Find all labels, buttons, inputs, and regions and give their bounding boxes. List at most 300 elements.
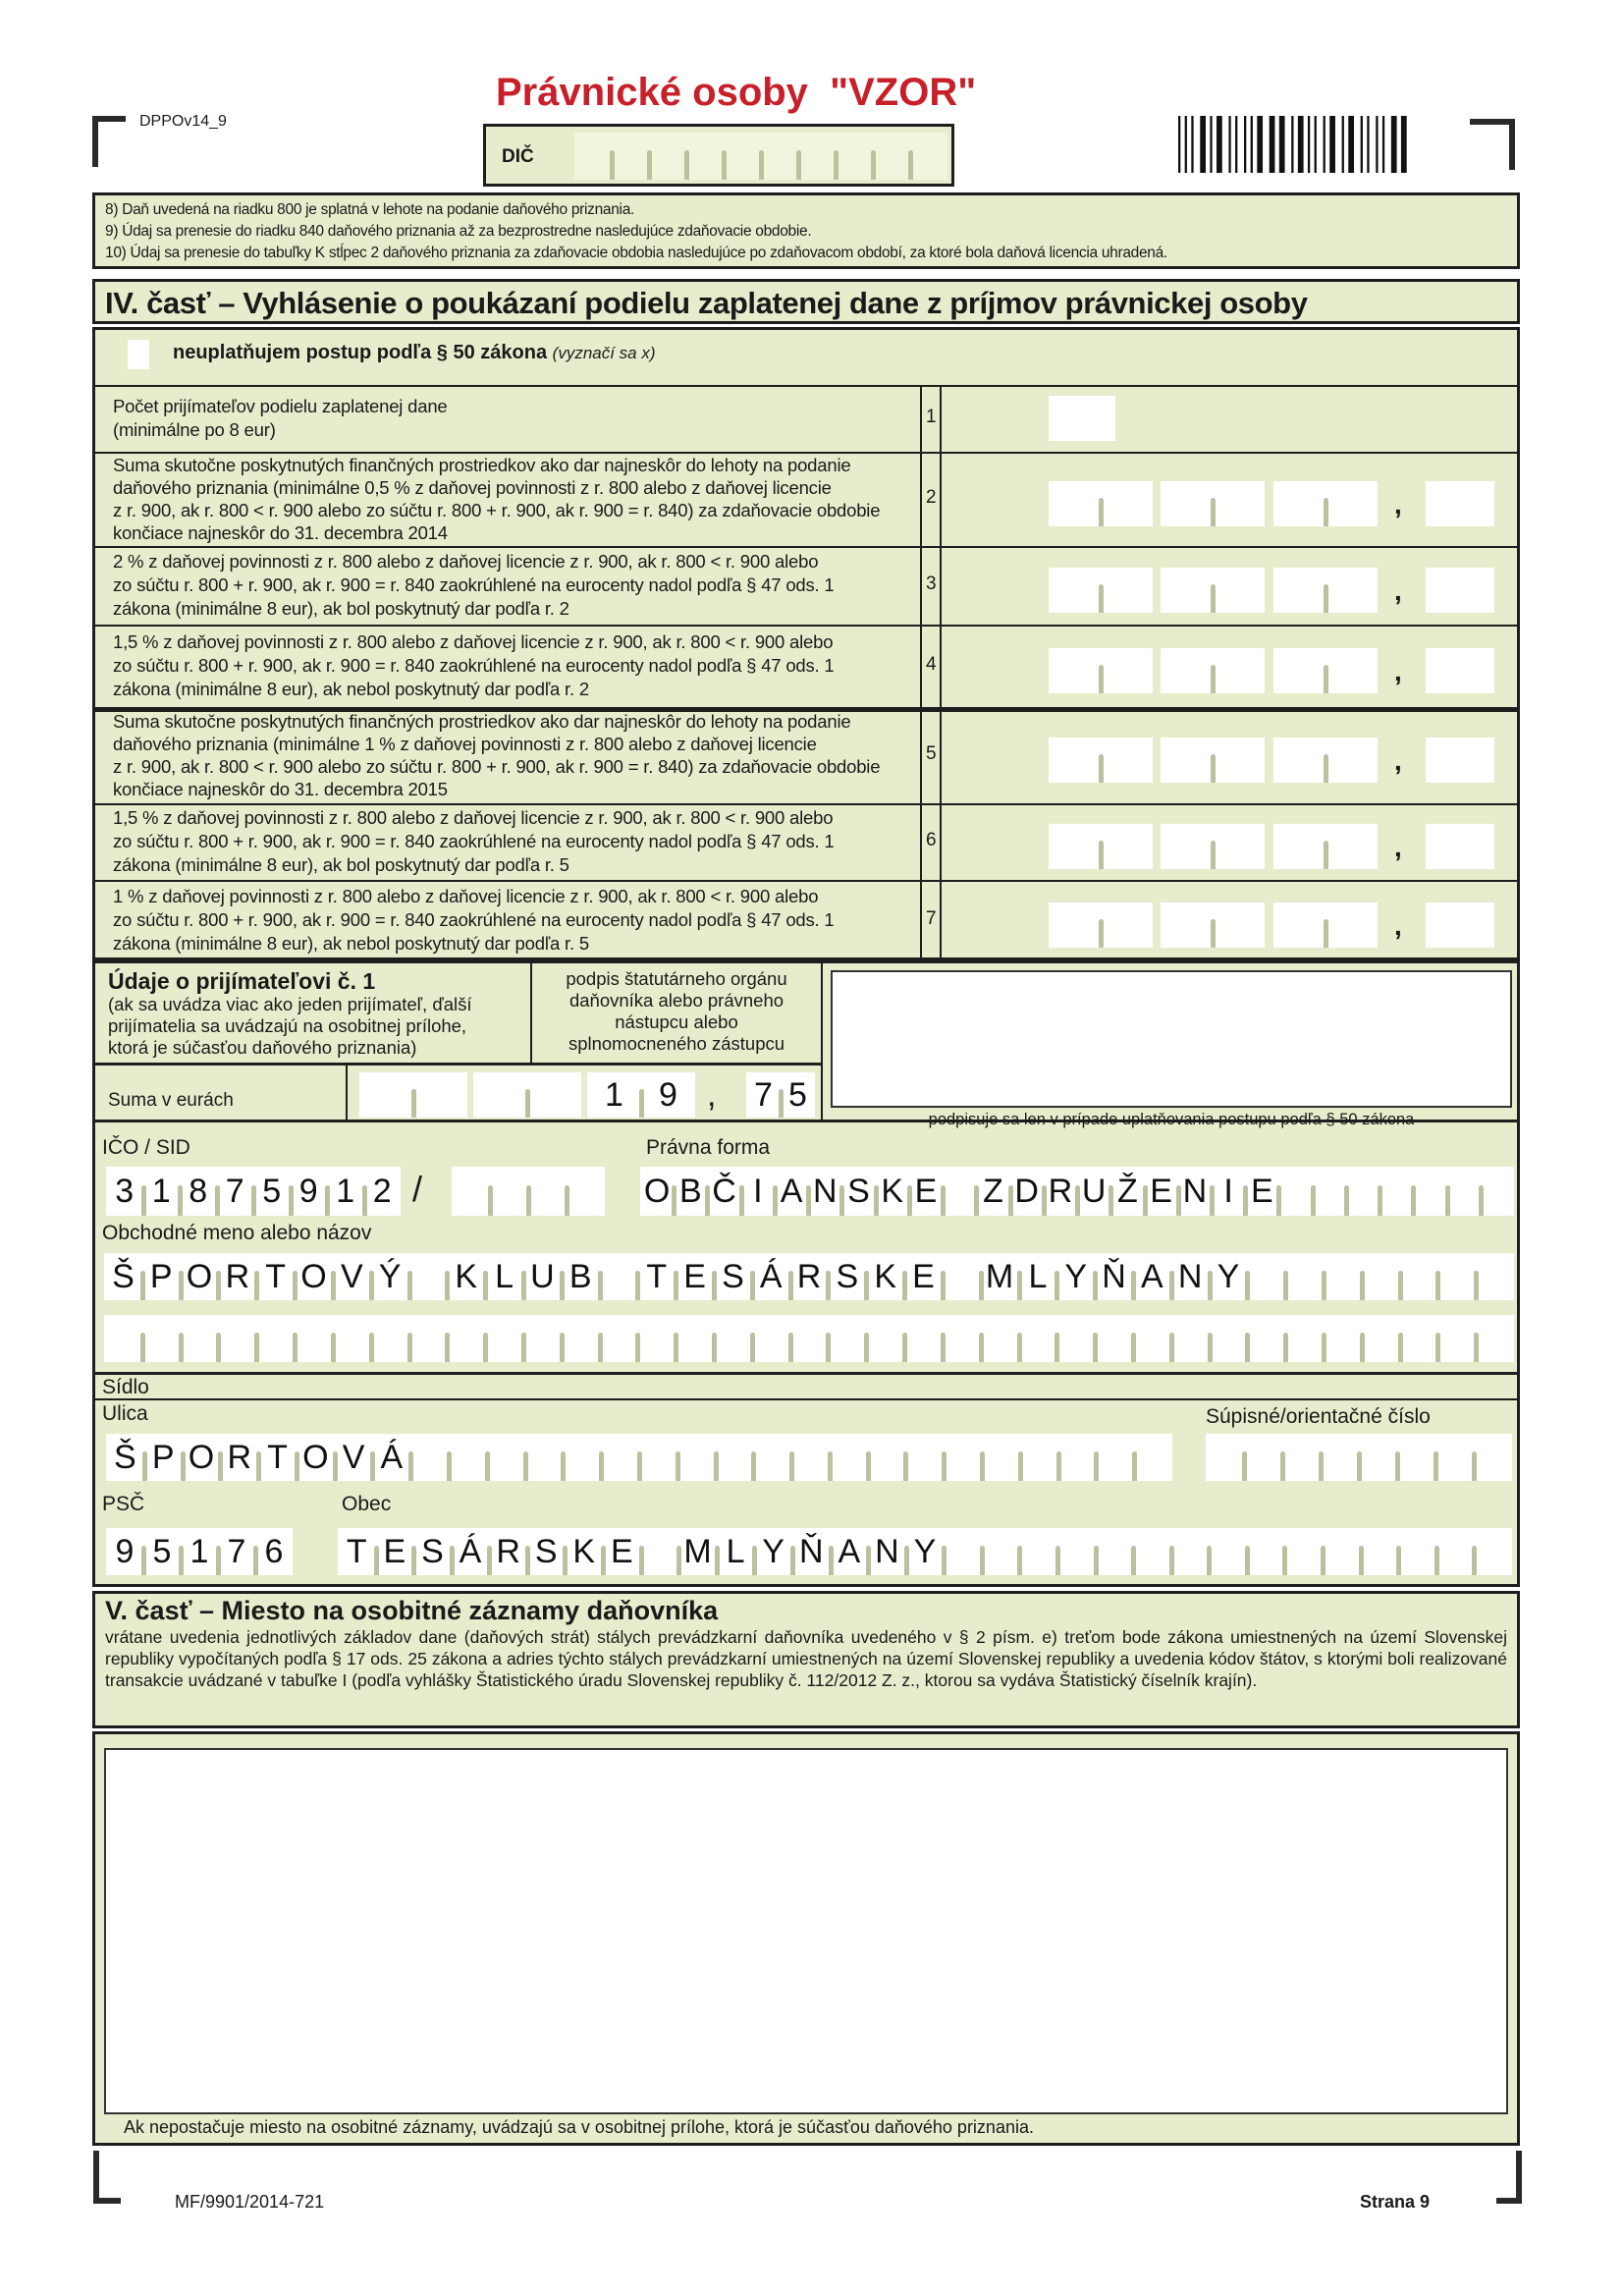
sum-integer-group[interactable]	[587, 1072, 695, 1118]
char-value: Ž	[1117, 1172, 1138, 1210]
char-cell	[1285, 1253, 1324, 1300]
divider	[95, 1398, 1517, 1400]
char-value: Š	[112, 1257, 135, 1295]
row-description	[113, 710, 880, 800]
char-cell	[1426, 568, 1494, 613]
char-cell	[943, 1315, 981, 1362]
checkbox-label-text: neuplatňujem postup podľa § 50 zákona	[173, 342, 548, 363]
char-cell	[1133, 1315, 1171, 1362]
row-description-line: 1 % z daňovej povinnosti z r. 800 alebo z daňovej licencie z r. 900, ak r. 800 < r. 900 alebo	[113, 886, 819, 906]
char-cell	[1213, 902, 1265, 948]
char-cell	[676, 1315, 714, 1362]
char-cell	[1044, 1167, 1077, 1216]
char-cell	[371, 1253, 409, 1300]
barcode-bar	[1178, 116, 1180, 173]
char-cell	[258, 1434, 297, 1481]
char-cell	[449, 1434, 487, 1481]
char-cell	[1171, 1315, 1210, 1362]
char-value: E	[383, 1532, 406, 1570]
signature-label-line: splnomocneného zástupcu	[568, 1033, 785, 1054]
char-cell	[674, 1167, 707, 1216]
char-cell	[1058, 1434, 1097, 1481]
char-cell	[1110, 1167, 1144, 1216]
divider	[95, 1372, 1517, 1375]
char-cell	[981, 1253, 1019, 1300]
char-cell	[906, 1528, 945, 1575]
char-cell	[1323, 1528, 1361, 1575]
char-cell	[741, 1167, 775, 1216]
char-cell	[1284, 1528, 1323, 1575]
char-cell	[677, 1434, 716, 1481]
char-value: R	[796, 1257, 822, 1295]
declaration-row-7	[95, 880, 1517, 960]
char-cell	[876, 1167, 909, 1216]
decimal-separator: ,	[707, 1076, 717, 1114]
char-value: N	[875, 1532, 899, 1570]
char-cell	[106, 1528, 143, 1575]
char-cell	[376, 1528, 414, 1575]
char-cell	[1145, 1167, 1178, 1216]
barcode-bar	[1367, 116, 1369, 173]
char-cell	[1426, 481, 1494, 526]
char-cell	[1101, 902, 1153, 948]
char-cell	[1056, 1253, 1095, 1300]
amount-integer-group[interactable]	[1161, 902, 1265, 948]
corner-mark-top-right	[1470, 119, 1515, 170]
row-description-line: (minimálne po 8 eur)	[113, 419, 276, 440]
char-cell	[1212, 1167, 1245, 1216]
char-cell	[485, 1315, 523, 1362]
row-description	[113, 550, 835, 621]
part5-header	[92, 1591, 1520, 1728]
row-description-line: zo súčtu r. 800 + r. 900, ak r. 900 = r. 840 zaokrúhlené na eurocenty nadol podľa § 47 ods. 1	[113, 574, 835, 595]
char-cell	[527, 1072, 581, 1118]
char-cell	[1206, 1434, 1244, 1481]
char-cell	[1049, 648, 1101, 693]
char-cell	[714, 1253, 752, 1300]
char-value: O	[643, 1172, 671, 1210]
amount-integer-group[interactable]	[1161, 824, 1265, 869]
char-cell	[1413, 1167, 1446, 1216]
char-cell	[291, 1167, 328, 1216]
divider	[346, 1065, 348, 1120]
char-cell	[754, 1528, 792, 1575]
char-cell	[359, 1072, 413, 1118]
barcode-bar	[1270, 116, 1275, 173]
amount-decimal-group[interactable]	[1426, 824, 1494, 869]
amount-decimal-group[interactable]	[1426, 568, 1494, 613]
char-value: E	[610, 1532, 633, 1570]
char-cell	[678, 1528, 717, 1575]
amount-integer-group[interactable]	[1273, 902, 1378, 948]
row-description	[113, 806, 835, 877]
row-description-line: zákona (minimálne 8 eur), ak bol poskytnutý dar podľa r. 2	[113, 598, 569, 619]
amount-decimal-group[interactable]	[1426, 648, 1494, 693]
char-cell	[781, 1072, 815, 1118]
amount-integer-group[interactable]	[1161, 738, 1265, 783]
char-cell	[1178, 1167, 1212, 1216]
row-number: 1	[926, 407, 937, 427]
declaration-row-2	[95, 452, 1517, 546]
no-section50-checkbox[interactable]	[128, 340, 149, 369]
barcode-bar	[1361, 116, 1363, 173]
char-value: S	[421, 1532, 444, 1570]
decimal-separator: ,	[1394, 656, 1402, 686]
char-cell	[828, 1315, 866, 1362]
part4-header	[92, 279, 1520, 324]
row-description-line: zo súčtu r. 800 + r. 900, ak r. 900 = r. 840 zaokrúhlené na eurocenty nadol podľa § 47 ods. 1	[113, 831, 835, 851]
char-cell	[649, 133, 686, 180]
barcode-bar	[1291, 116, 1293, 173]
char-cell	[256, 1253, 295, 1300]
char-cell	[180, 1167, 217, 1216]
char-cell	[1273, 738, 1325, 783]
column-divider	[920, 625, 922, 707]
house-number-input[interactable]	[1206, 1434, 1512, 1481]
char-cell	[372, 1434, 410, 1481]
number-label: Súpisné/orientačné číslo	[1206, 1405, 1431, 1428]
char-cell	[1447, 1167, 1481, 1216]
char-cell	[1019, 1253, 1057, 1300]
char-cell	[587, 1072, 641, 1118]
char-cell	[637, 1253, 676, 1300]
dic-input[interactable]	[574, 133, 947, 180]
char-cell	[1325, 738, 1378, 783]
char-cell	[1278, 1167, 1312, 1216]
sum-label: Suma v eurách	[108, 1090, 234, 1111]
checkbox-hint: (vyznačí sa x)	[552, 344, 656, 362]
char-cell	[1101, 824, 1153, 869]
seat-label: Sídlo	[102, 1376, 149, 1398]
char-cell	[563, 1434, 601, 1481]
char-value: A	[1141, 1257, 1163, 1295]
char-cell	[1474, 1434, 1512, 1481]
char-cell	[641, 1072, 695, 1118]
char-cell	[371, 1315, 409, 1362]
char-cell	[1019, 1315, 1057, 1362]
barcode-icon	[1178, 116, 1410, 173]
char-cell	[905, 1434, 944, 1481]
char-value: N	[1177, 1257, 1203, 1295]
amount-integer-group[interactable]	[1161, 648, 1265, 693]
char-value: Y	[1217, 1257, 1240, 1295]
char-cell	[1171, 1253, 1210, 1300]
amount-integer-group[interactable]	[1161, 481, 1265, 526]
char-value: E	[912, 1257, 935, 1295]
row-description-line: 1,5 % z daňovej povinnosti z r. 800 alebo z daňovej licencie z r. 900, ak r. 800 < r. 900 alebo	[113, 807, 834, 828]
char-cell	[707, 1167, 740, 1216]
sum-decimal-group[interactable]	[746, 1072, 815, 1118]
amount-decimal-group[interactable]	[1426, 481, 1494, 526]
char-cell	[364, 1167, 402, 1216]
amount-integer-group[interactable]	[1049, 481, 1153, 526]
char-cell	[1325, 824, 1378, 869]
char-cell	[790, 1253, 829, 1300]
corner-mark-top-left	[92, 116, 126, 167]
row-description-line: zákona (minimálne 8 eur), ak bol poskytnutý dar podľa r. 5	[113, 854, 569, 875]
char-value: I	[753, 1172, 763, 1210]
char-cell	[1077, 1167, 1110, 1216]
char-cell	[1426, 902, 1494, 948]
amount-integer-group[interactable]	[1049, 902, 1153, 948]
char-cell	[1247, 1315, 1285, 1362]
char-cell	[106, 1434, 144, 1481]
ico-input[interactable]	[106, 1167, 401, 1216]
legal-form-input[interactable]	[640, 1167, 1514, 1216]
signature-label-line: daňovníka alebo právneho	[568, 990, 784, 1011]
char-cell	[910, 133, 947, 180]
row-description-line: z r. 900, ak r. 800 < r. 900 alebo zo súčtu r. 800 + r. 900, ak r. 900 = r. 840) za zdaňovacie obdobie	[113, 756, 881, 777]
char-cell	[181, 1253, 219, 1300]
name-input-line1[interactable]	[104, 1253, 1514, 1300]
char-cell	[1362, 1315, 1400, 1362]
char-value: Ý	[378, 1257, 402, 1295]
char-value: T	[265, 1257, 287, 1295]
sum-integer-group[interactable]	[359, 1072, 467, 1118]
char-cell	[413, 1528, 452, 1575]
char-cell	[1049, 738, 1101, 783]
char-cell	[447, 1315, 485, 1362]
char-value: 7	[227, 1532, 246, 1570]
char-cell	[217, 1167, 254, 1216]
char-cell	[1380, 1167, 1413, 1216]
row-description-line: 2 % z daňovej povinnosti z r. 800 alebo z daňovej licencie z r. 900, ak r. 800 < r. 900 alebo	[113, 551, 819, 572]
char-value: Y	[1064, 1257, 1088, 1295]
char-value: E	[1250, 1172, 1273, 1210]
corner-mark-bottom-right	[1496, 2151, 1522, 2204]
row-description-line: zákona (minimálne 8 eur), ak nebol poskytnutý dar podľa r. 5	[113, 933, 589, 954]
char-cell	[746, 1072, 781, 1118]
column-divider	[920, 546, 922, 625]
signature-box[interactable]	[831, 970, 1512, 1108]
char-cell	[1244, 1434, 1282, 1481]
char-value: L	[495, 1257, 514, 1295]
char-cell	[866, 1315, 904, 1362]
special-notes-textarea[interactable]	[104, 1748, 1508, 2114]
char-cell	[1161, 902, 1213, 948]
char-cell	[982, 1434, 1020, 1481]
dic-label: DIČ	[502, 146, 534, 167]
barcode-bar	[1200, 116, 1206, 173]
sum-integer-group[interactable]	[473, 1072, 581, 1118]
char-cell	[868, 1434, 906, 1481]
char-cell	[447, 1253, 485, 1300]
row-description-line: 1,5 % z daňovej povinnosti z r. 800 alebo z daňovej licencie z r. 900, ak r. 800 < r. 900 alebo	[113, 631, 834, 652]
char-cell	[1213, 481, 1265, 526]
char-cell	[1324, 1315, 1362, 1362]
decimal-separator: ,	[1394, 575, 1402, 606]
declaration-row-4	[95, 625, 1517, 707]
char-cell	[473, 1072, 527, 1118]
char-value: K	[874, 1257, 896, 1295]
amount-integer-group[interactable]	[1049, 824, 1153, 869]
char-cell	[841, 1167, 875, 1216]
char-value: 1	[189, 1532, 209, 1570]
psc-input[interactable]	[106, 1528, 293, 1575]
street-input[interactable]	[106, 1434, 1172, 1481]
column-divider	[940, 880, 942, 960]
ico-label: IČO / SID	[102, 1136, 190, 1159]
recipient-note-line: ktorá je súčasťou daňového priznania)	[108, 1037, 417, 1058]
char-cell	[255, 1528, 293, 1575]
recipients-count-input[interactable]	[1049, 396, 1115, 441]
char-value: Á	[759, 1257, 783, 1295]
row-description-line: zo súčtu r. 800 + r. 900, ak r. 900 = r. 840 zaokrúhlené na eurocenty nadol podľa § 47 ods. 1	[113, 655, 835, 676]
char-cell	[873, 133, 910, 180]
row-description-line: Počet prijímateľov podielu zaplatenej dane	[113, 396, 448, 416]
row-number: 5	[926, 743, 937, 764]
char-cell	[1321, 1434, 1359, 1481]
char-cell	[1133, 1528, 1171, 1575]
char-cell	[1133, 1253, 1171, 1300]
char-cell	[791, 1434, 830, 1481]
char-cell	[1398, 1528, 1436, 1575]
char-value: Ň	[1102, 1257, 1126, 1295]
char-cell	[104, 1315, 142, 1362]
char-cell	[333, 1315, 371, 1362]
char-cell	[1476, 1315, 1514, 1362]
char-value: R	[225, 1257, 250, 1295]
no-section50-label	[173, 342, 656, 364]
char-cell	[943, 1167, 976, 1216]
char-cell	[600, 1315, 638, 1362]
barcode-bar	[1251, 116, 1253, 173]
char-cell	[1096, 1434, 1134, 1481]
char-value: Ň	[798, 1532, 824, 1570]
char-cell	[181, 1528, 218, 1575]
char-cell	[1019, 1528, 1057, 1575]
char-value: V	[342, 1438, 365, 1476]
char-value: 5	[262, 1172, 282, 1210]
char-cell	[1325, 902, 1378, 948]
row-number: 7	[926, 908, 937, 929]
sid-input[interactable]	[452, 1167, 605, 1216]
char-value: 1	[151, 1172, 171, 1210]
char-cell	[714, 1315, 752, 1362]
dic-field	[483, 124, 954, 187]
row-description-line: daňového priznania (minimálne 1 % z daňovej povinnosti z r. 800 alebo z daňovej licencie	[113, 734, 817, 754]
char-value: K	[881, 1172, 904, 1210]
char-cell	[327, 1167, 364, 1216]
char-value: L	[726, 1532, 745, 1570]
char-cell	[1325, 568, 1378, 613]
char-cell	[1213, 738, 1265, 783]
char-cell	[297, 1434, 335, 1481]
decimal-separator: ,	[1394, 832, 1402, 862]
char-cell	[1049, 902, 1101, 948]
amount-integer-group[interactable]	[1049, 568, 1153, 613]
amount-integer-group[interactable]	[1049, 738, 1153, 783]
char-value: Y	[913, 1532, 937, 1570]
char-value: 5	[152, 1532, 172, 1570]
char-value: P	[151, 1438, 175, 1476]
char-cell	[830, 1434, 868, 1481]
char-cell	[487, 1434, 525, 1481]
char-cell	[1247, 1528, 1285, 1575]
char-cell	[1101, 568, 1153, 613]
recipient-heading: Údaje o prijímateľovi č. 1	[108, 968, 376, 994]
char-cell	[104, 1253, 142, 1300]
char-cell	[1437, 1253, 1476, 1300]
char-cell	[413, 1072, 467, 1118]
barcode-bar	[1191, 116, 1193, 173]
amount-decimal-group[interactable]	[1426, 902, 1494, 948]
amount-integer-group[interactable]	[1273, 648, 1378, 693]
char-cell	[490, 1167, 528, 1216]
char-value: E	[914, 1172, 938, 1210]
column-divider	[940, 803, 942, 880]
char-cell	[981, 1315, 1019, 1362]
name-label: Obchodné meno alebo názov	[102, 1222, 372, 1244]
amount-integer-group[interactable]	[1273, 568, 1378, 613]
char-cell	[1134, 1434, 1172, 1481]
ico-separator: /	[412, 1169, 423, 1209]
char-cell	[218, 1253, 256, 1300]
char-cell	[1101, 648, 1153, 693]
char-cell	[1400, 1253, 1438, 1300]
decimal-separator: ,	[1394, 489, 1402, 519]
char-value: 3	[115, 1172, 135, 1210]
char-cell	[836, 133, 873, 180]
char-cell	[409, 1253, 448, 1300]
char-cell	[1101, 738, 1153, 783]
char-value: 6	[264, 1532, 284, 1570]
char-value: Z	[983, 1172, 1003, 1210]
amount-integer-group[interactable]	[1273, 481, 1378, 526]
char-cell	[1213, 648, 1265, 693]
char-value: 9	[115, 1532, 135, 1570]
char-value: K	[455, 1257, 478, 1295]
char-cell	[338, 1528, 376, 1575]
row-description	[113, 885, 835, 956]
amount-integer-group[interactable]	[1161, 568, 1265, 613]
char-value: M	[985, 1257, 1014, 1295]
decimal-separator: ,	[1394, 745, 1402, 776]
part5-description: vrátane uvedenia jednotlivých základov dane (daňových strát) stálych prevádzkarní daňovníka uvedeného v § 2 písm. e) treťom bode zákona umiestnených na území Slovenskej republiky vypočítaných podľa § 17 ods. 25 zákona a adries týchto stálych prevádzkarní umiestnených na území Slovenskej republiky a uvedenia kódov štátov, s ktorými boli realizované transakcie uvádzané v tabuľke I (podľa vyhlášky Štatistického úradu Slovenskej republiky č. 112/2012 Z. z., ktorou sa vydáva Štatistický číselník krajín).	[105, 1627, 1507, 1690]
char-value: Á	[380, 1438, 404, 1476]
amount-decimal-group[interactable]	[1426, 738, 1494, 783]
char-cell	[1161, 738, 1213, 783]
char-cell	[944, 1528, 982, 1575]
char-cell	[1346, 1167, 1380, 1216]
footnotes-box	[92, 192, 1520, 269]
char-cell	[1361, 1528, 1399, 1575]
barcode-bar	[1217, 116, 1222, 173]
char-cell	[753, 1434, 791, 1481]
char-value: 7	[754, 1075, 773, 1114]
declaration-row-6	[95, 803, 1517, 880]
char-value: S	[847, 1172, 870, 1210]
char-cell	[790, 1315, 829, 1362]
char-cell	[1010, 1167, 1044, 1216]
barcode-bar	[1376, 116, 1378, 173]
row-description-line: Suma skutočne poskytnutých finančných prostriedkov ako dar najneskôr do lehoty na podanie	[113, 455, 851, 475]
char-cell	[866, 1253, 904, 1300]
amount-integer-group[interactable]	[1049, 648, 1153, 693]
city-input[interactable]	[338, 1528, 1512, 1575]
amount-integer-group[interactable]	[1273, 824, 1378, 869]
char-value: T	[646, 1257, 668, 1295]
signature-label-line: nástupcu alebo	[615, 1011, 738, 1032]
char-value: R	[1048, 1172, 1073, 1210]
column-divider	[920, 452, 922, 546]
char-value: Á	[459, 1532, 482, 1570]
amount-integer-group[interactable]	[1273, 738, 1378, 783]
barcode-bar	[1235, 116, 1237, 173]
char-cell	[909, 1167, 943, 1216]
char-cell	[1049, 568, 1101, 613]
name-input-line2[interactable]	[104, 1315, 1514, 1362]
